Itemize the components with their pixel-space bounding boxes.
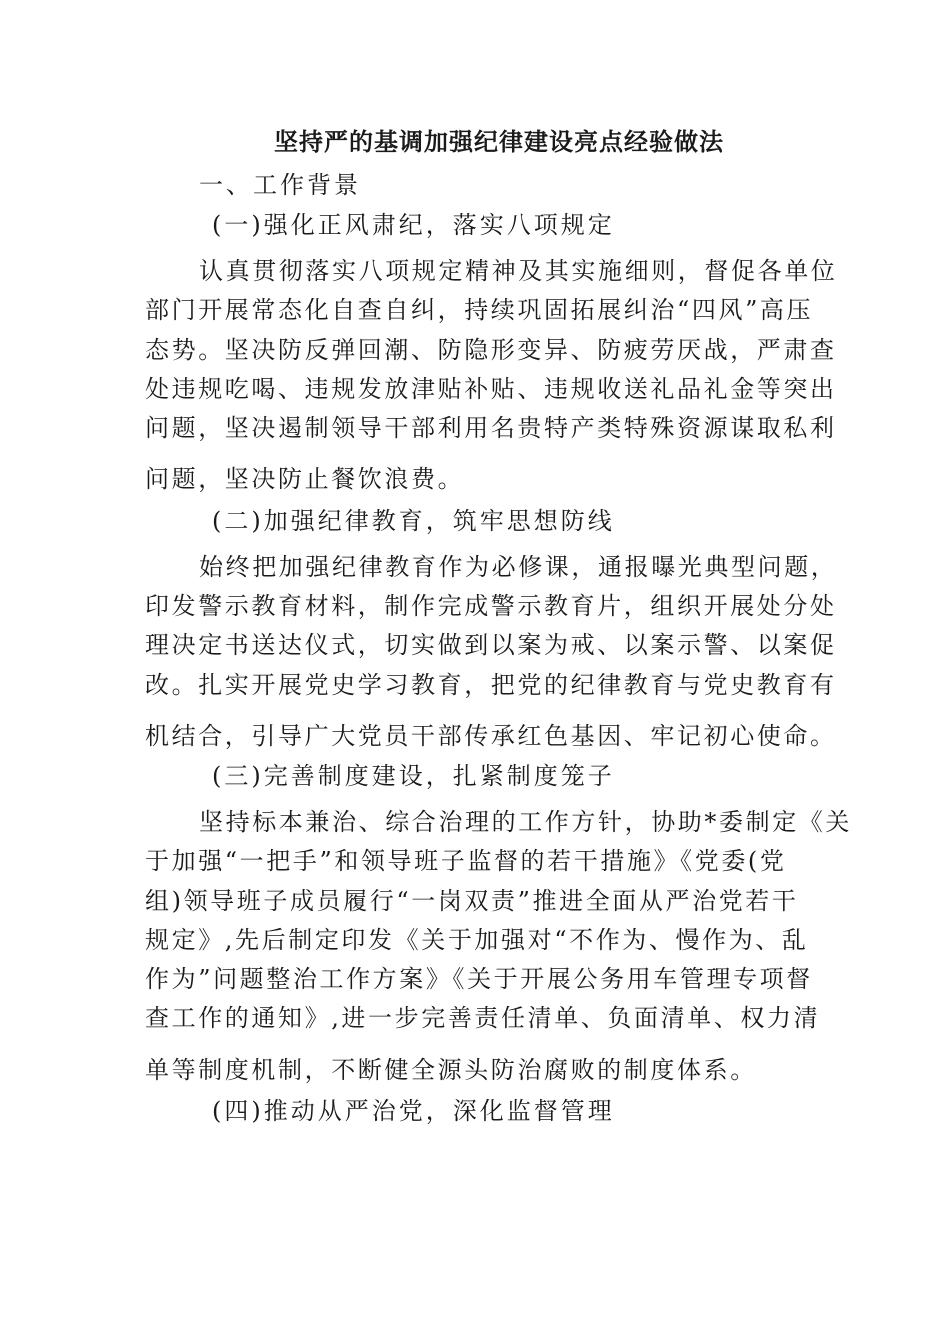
- paragraph-1-line: 部门开展常态化自查自纠，持续巩固拓展纠治“四风”高压: [145, 296, 814, 324]
- paragraph-2-line: 印发警示教育材料，制作完成警示教育片，组织开展处分处: [145, 592, 837, 620]
- paragraph-1-line: 态势。坚决防反弹回潮、防隐形变异、防疲劳厌战，严肃查: [145, 336, 837, 364]
- paragraph-3-line: 规定》,先后制定印发《关于加强对“不作为、慢作为、乱: [145, 926, 809, 954]
- paragraph-2-line: 机结合，引导广大党员干部传承红色基因、牢记初心使命。: [145, 722, 837, 750]
- paragraph-1-line: 认真贯彻落实八项规定精神及其实施细则，督促各单位: [199, 257, 838, 285]
- subsection-heading-2: (二)加强纪律教育，筑牢思想防线: [212, 507, 615, 535]
- subsection-heading-1: (一)强化正风肃纪，落实八项规定: [212, 211, 615, 239]
- paragraph-1-line: 处违规吃喝、违规发放津贴补贴、违规收送礼品礼金等突出: [145, 375, 837, 403]
- paragraph-2-line: 始终把加强纪律教育作为必修课，通报曝光典型问题，: [199, 553, 838, 581]
- subsection-heading-4: (四)推动从严治党，深化监督管理: [212, 1097, 615, 1125]
- paragraph-3-line: 坚持标本兼治、综合治理的工作方针，协助*委制定《关: [199, 808, 852, 836]
- paragraph-3-line: 查工作的通知》,进一步完善责任清单、负面清单、权力清: [145, 1004, 821, 1032]
- document-title: 坚持严的基调加强纪律建设亮点经验做法: [274, 128, 724, 156]
- paragraph-2-line: 理决定书送达仪式，切实做到以案为戒、以案示警、以案促: [145, 631, 837, 659]
- subsection-heading-3: (三)完善制度建设，扎紧制度笼子: [212, 762, 615, 790]
- paragraph-3-line: 于加强“一把手”和领导班子监督的若干措施》《党委(党: [145, 847, 787, 875]
- paragraph-1-line: 问题，坚决防止餐饮浪费。: [145, 465, 465, 493]
- paragraph-1-line: 问题，坚决遏制领导干部利用名贵特产类特殊资源谋取私利: [145, 414, 837, 442]
- paragraph-3-line: 组)领导班子成员履行“一岗双责”推进全面从严治党若干: [145, 887, 799, 915]
- paragraph-2-line: 改。扎实开展党史学习教育，把党的纪律教育与党史教育有: [145, 671, 837, 699]
- section-heading-background: 一、工作背景: [199, 171, 361, 199]
- paragraph-3-line: 作为”问题整治工作方案》《关于开展公务用车管理专项督: [145, 965, 813, 993]
- paragraph-3-line: 单等制度机制，不断健全源头防治腐败的制度体系。: [145, 1056, 757, 1084]
